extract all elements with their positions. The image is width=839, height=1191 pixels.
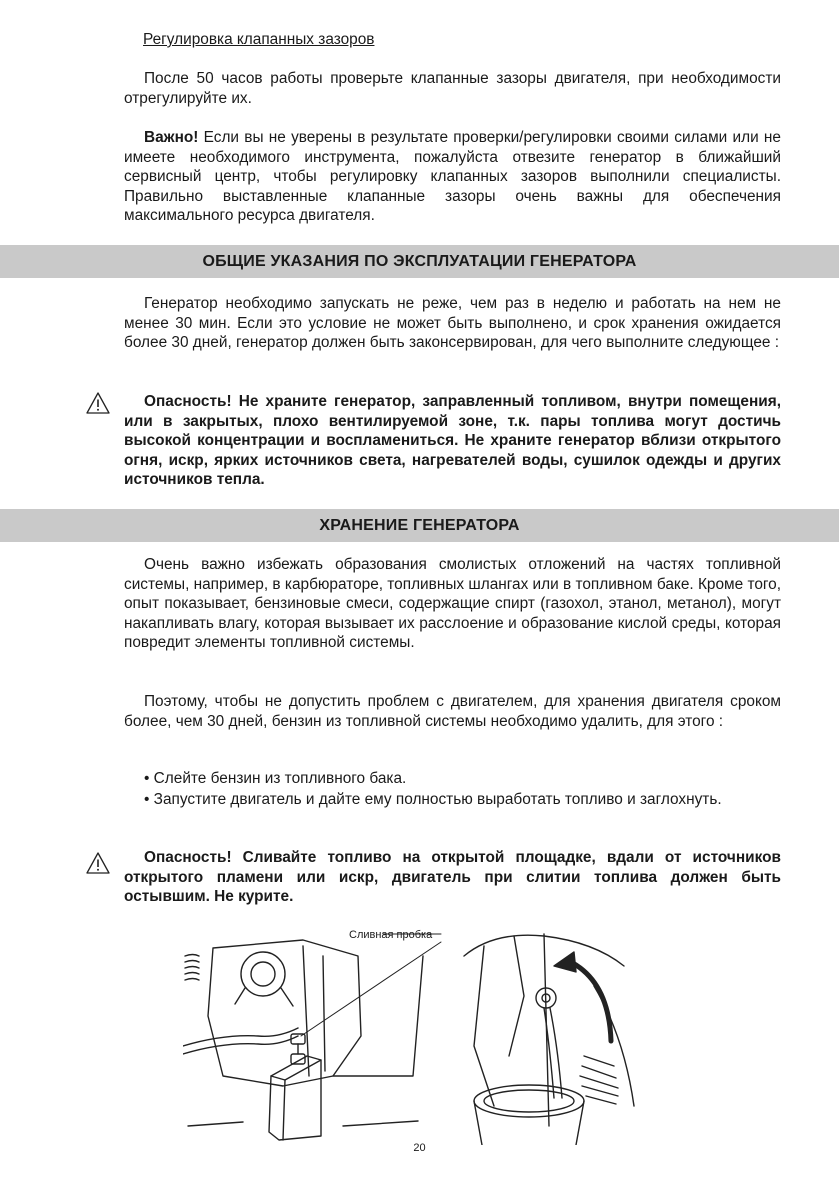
valve-section-heading: Регулировка клапанных зазоров — [143, 31, 375, 48]
general-section-band: ОБЩИЕ УКАЗАНИЯ ПО ЭКСПЛУАТАЦИИ ГЕНЕРАТОРА — [0, 245, 839, 278]
storage-warning: Опасность! Сливайте топливо на открытой площадке, вдали от источников открытого пламени или искр, двигатель при слитии топлива должен быть остывшим. Не курите. — [124, 849, 781, 905]
drain-plug-illustration — [183, 926, 443, 1145]
warning-triangle-icon — [86, 392, 110, 414]
valve-paragraph: После 50 часов работы проверьте клапанные зазоры двигателя, при необходимости отрегулируйте их. — [124, 70, 781, 107]
storage-section-band: ХРАНЕНИЕ ГЕНЕРАТОРА — [0, 509, 839, 542]
fuel-draining-illustration — [454, 926, 644, 1145]
general-paragraph: Генератор необходимо запускать не реже, чем раз в неделю и работать на нем не менее 30 мин. Если это условие не может быть выполнено, и срок хранения ожидается более 30 дней, генератор должен быть законсервирован, для чего выполните следующее : — [124, 295, 781, 351]
storage-paragraph-2: Поэтому, чтобы не допустить проблем с двигателем, для хранения двигателя сроком более, чем 30 дней, бензин из топливной системы необходимо удалить, для этого : — [124, 693, 781, 730]
storage-paragraph-1: Очень важно избежать образования смолистых отложений на частях топливной системы, например, в карбюраторе, топливных шлангах или в топливном баке. Кроме того, опыт показывает, бензиновые смеси, содержащие спирт (газохол, этанол, метанол), могут накапливать влагу, которая вызывает их расслоение и образование кислой среды, которая повредит элементы топливной системы. — [124, 556, 781, 651]
important-text: Если вы не уверены в результате проверки/регулировки своими силами или не имеете необходимого инструмента, пожалуйста отвезите генератор в ближайший сервисный центр, чтобы регулировку клапанных зазоров выполнили специалисты. Правильно выставленные клапанные зазоры очень важны для обеспечения максимального ресурса двигателя. — [124, 129, 781, 224]
storage-bullet-2: • Запустите двигатель и дайте ему полностью выработать топливо и заглохнуть. — [144, 791, 722, 808]
warning-triangle-icon — [86, 852, 110, 874]
storage-bullet-1: • Слейте бензин из топливного бака. — [144, 770, 407, 787]
drain-plug-callout: Сливная пробка — [349, 929, 433, 941]
general-warning: Опасность! Не храните генератор, заправленный топливом, внутри помещения, или в закрытых, плохо вентилируемой зоне, т.к. пары топлива могут достичь высокой концентрации и воспламениться. Не храните генератор вблизи открытого огня, искр, ярких источников света, нагревателей воды, сушилок одежды и других источников тепла. — [124, 393, 781, 488]
page-number: 20 — [413, 1142, 426, 1154]
important-paragraph — [124, 128, 781, 226]
important-label: Важно! — [144, 129, 199, 146]
